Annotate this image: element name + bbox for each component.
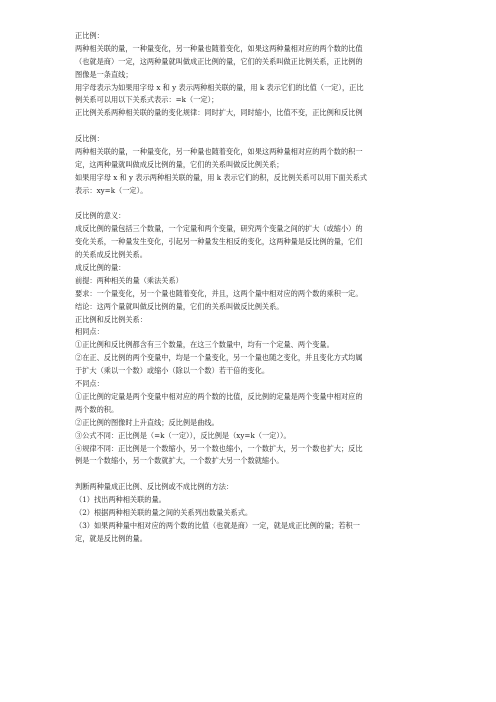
text-line: ④规律不同：正比例是一个数缩小，另一个数也缩小，一个数扩大，另一个数也扩大；反比 — [75, 443, 363, 453]
text-line: 正比例和反比例关系： — [75, 314, 147, 324]
paragraph-gap — [75, 468, 423, 481]
text-line: 例关系可以用以下关系式表示：=k（一定）； — [75, 95, 219, 105]
text-line: ①正比例和反比例都含有三个数量，在这三个数量中，均有一个定量、两个变量。 — [75, 340, 334, 350]
text-line: ②在正、反比例的两个变量中，均是一个量变化，另一个量也随之变化，并且变化方式均属 — [75, 353, 363, 363]
text-line: 两个数的积。 — [75, 404, 119, 414]
text-line: 定，就是反比例的量。 — [75, 533, 147, 543]
text-line: ①正比例的定量是两个变量中相对应的两个数的比值，反比例的定量是两个变量中相对应的 — [75, 391, 363, 401]
text-line: 图像是一条直线； — [75, 69, 133, 79]
text-line: 正比例关系两种相关联的量的变化规律：同时扩大，同时缩小，比值不变，正比例和反比例 — [75, 108, 363, 118]
text-line: 变化关系，一种量发生变化，引起另一种量发生相反的变化，这两种量是反比例的量，它们 — [75, 237, 363, 247]
paragraph-gap — [75, 198, 423, 211]
text-line: 成反比例的量： — [75, 263, 126, 273]
text-line: 表示：xy=k（一定）。 — [75, 185, 148, 195]
text-line: （2）根据两种相关联的量之间的关系列出数量关系式。 — [75, 507, 253, 517]
text-line: 两种相关联的量，一种量变化，另一种量也随着变化，如果这两种量相对应的两个数的积一 — [75, 147, 363, 157]
text-line: 于扩大（乘以一个数）或缩小（除以一个数）若干倍的变化。 — [75, 366, 270, 376]
text-line: 如果用字母 x 和 y 表示两种相关联的量，用 k 表示它们的积，反比例关系可以用下面关系式 — [75, 172, 368, 182]
text-line: （1）找出两种相关联的量。 — [75, 495, 166, 505]
text-line: ②正比例的图像时上升直线；反比例是曲线。 — [75, 417, 219, 427]
text-line: 的关系成反比例关系。 — [75, 250, 147, 260]
document-page — [75, 30, 423, 546]
text-line: 例是一个数缩小，另一个数就扩大，一个数扩大另一个数就缩小。 — [75, 456, 284, 466]
text-line: 两种相关联的量，一种量变化，另一种量也随着变化，如果这两种量相对应的两个数的比值 — [75, 43, 363, 53]
text-line: （也就是商）一定，这两种量就叫做成正比例的量，它们的关系叫做正比例关系，正比例的 — [75, 56, 363, 66]
text-line: 判断两种量成正比例、反比例或不成比例的方法： — [75, 482, 234, 492]
paragraph-gap — [75, 120, 423, 133]
text-line: （3）如果两种量中相对应的两个数的比值（也就是商）一定，就是成正比例的量；若积一 — [75, 520, 360, 530]
text-line: 结论：这两个量就叫做反比例的量，它们的关系叫做反比例关系。 — [75, 301, 284, 311]
text-line: 定，这两种量就叫做成反比例的量，它们的关系叫做反比例关系； — [75, 159, 284, 169]
text-line: ③公式不同：正比例是（=k（一定）），反比例是（xy=k（一定））。 — [75, 430, 291, 440]
text-line: 用字母表示为如果用字母 x 和 y 表示两种相关联的量，用 k 表示它们的比值（一定），正比 — [75, 82, 364, 92]
text-line: 正比例： — [75, 31, 104, 40]
text-line: 不同点： — [75, 379, 104, 389]
text-line: 前提：两种相关的量（乘法关系） — [75, 275, 183, 285]
text-line: 反比例的意义： — [75, 211, 126, 221]
text-line: 相同点： — [75, 327, 104, 337]
text-line: 要求：一个量变化，另一个量也随着变化，并且，这两个量中相对应的两个数的乘积一定。 — [75, 288, 363, 298]
text-line: 反比例： — [75, 134, 104, 144]
text-line: 成反比例的量包括三个数量，一个定量和两个变量，研究两个变量之间的扩大（或缩小）的 — [75, 224, 363, 234]
